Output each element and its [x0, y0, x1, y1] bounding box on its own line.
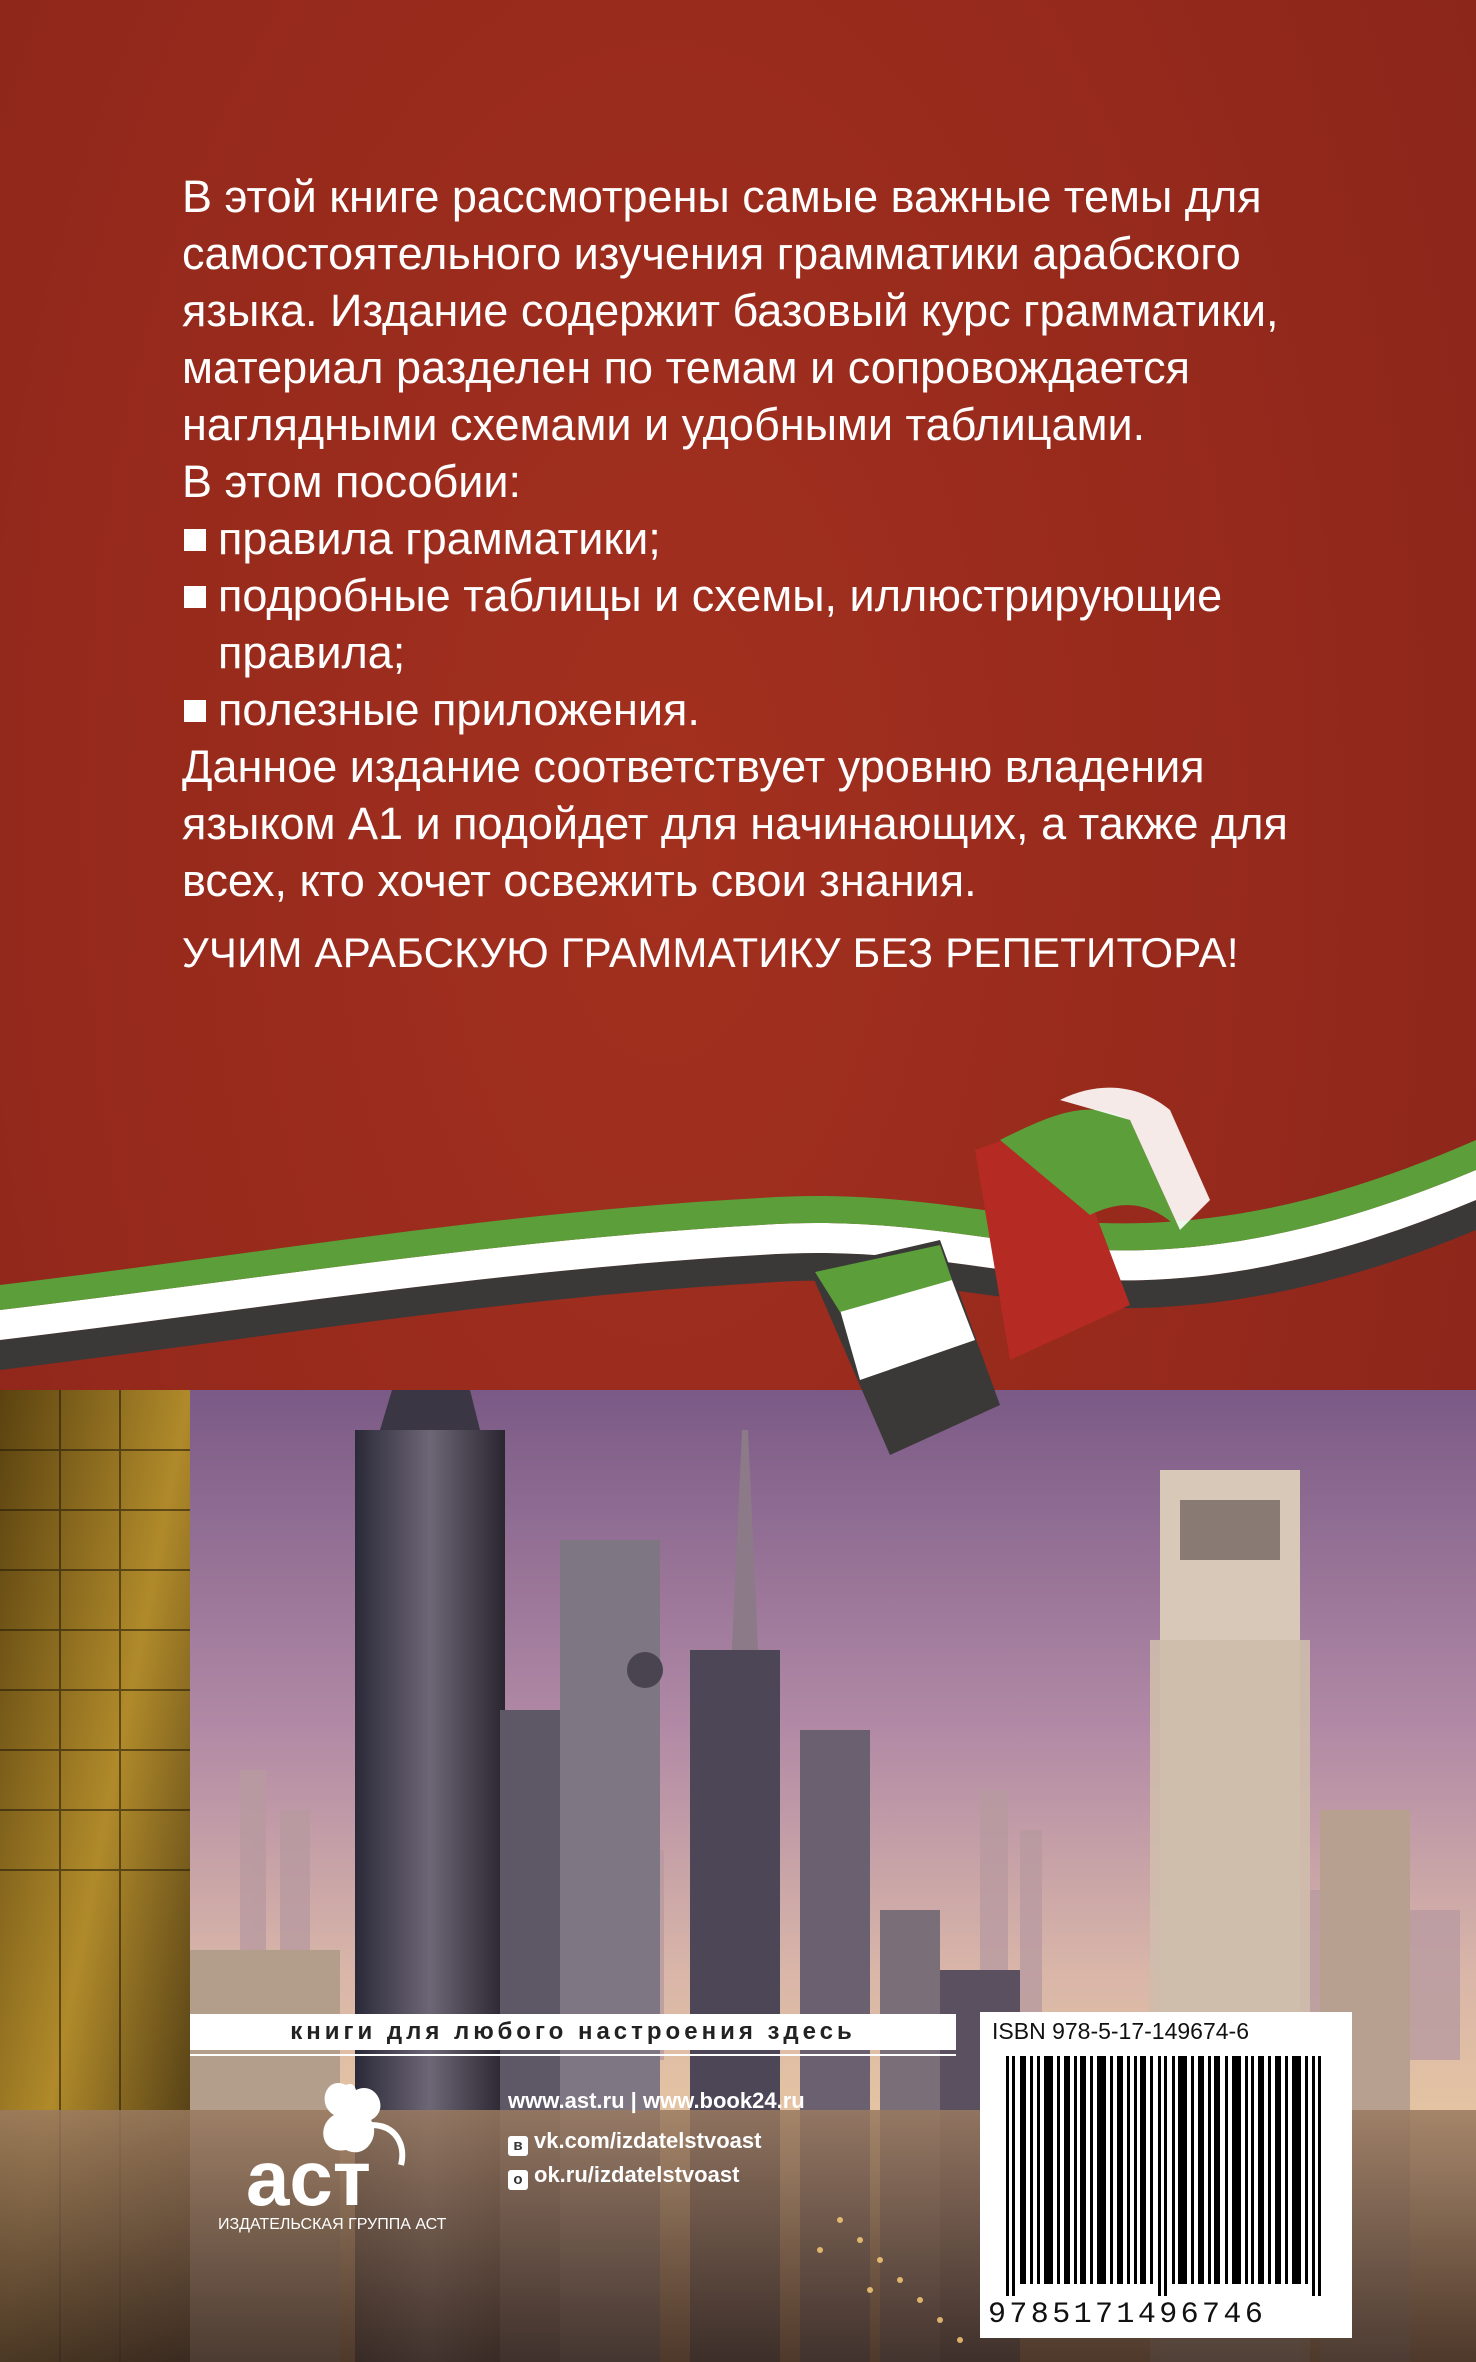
vk-icon: в — [508, 2136, 528, 2156]
list-intro: В этом пособии: — [182, 456, 522, 507]
websites-link[interactable]: www.ast.ru | www.book24.ru — [508, 2088, 805, 2113]
divider-line — [190, 2054, 956, 2056]
square-bullet-icon — [184, 700, 206, 722]
isbn-label: ISBN 978-5-17-149674-6 — [992, 2018, 1249, 2044]
barcode-digits: 9785171496746 — [988, 2298, 1267, 2332]
ast-logo — [206, 2065, 466, 2215]
isbn-barcode-box — [980, 2012, 1352, 2338]
bullet-item: подробные таблицы и схемы, иллюстрирующие правила; — [182, 567, 1322, 681]
bullet-item: правила грамматики; — [182, 510, 1322, 567]
bullet-item: полезные приложения. — [182, 681, 1322, 738]
slogan: УЧИМ АРАБСКУЮ ГРАММАТИКУ БЕЗ РЕПЕТИТОРА! — [182, 929, 1239, 976]
description-block — [182, 168, 1322, 909]
description-paragraph: Данное издание соответствует уровню владения языком А1 и подойдет для начинающих, а также для всех, кто хочет освежить свои знания. — [182, 741, 1288, 906]
vk-link[interactable]: в vk.com/izdatelstvoast — [508, 2128, 761, 2156]
publisher-tagline-strip: книги для любого настроения здесь — [190, 2014, 956, 2050]
ok-link[interactable]: о ok.ru/izdatelstvoast — [508, 2162, 739, 2190]
flag-ribbon — [0, 1040, 1476, 1540]
square-bullet-icon — [184, 529, 206, 551]
description-paragraph: В этой книге рассмотрены самые важные темы для самостоятельного изучения грамматики арабского языка. Издание содержит базовый курс грамматики, материал разделен по темам и сопровождается наглядными схемами и удобными таблицами. — [182, 171, 1279, 450]
svg-text:аст: аст — [246, 2134, 371, 2215]
logo-caption: ИЗДАТЕЛЬСКАЯ ГРУППА АСТ — [218, 2216, 447, 2233]
ok-icon: о — [508, 2170, 528, 2190]
square-bullet-icon — [184, 586, 206, 608]
barcode — [980, 2056, 1352, 2300]
